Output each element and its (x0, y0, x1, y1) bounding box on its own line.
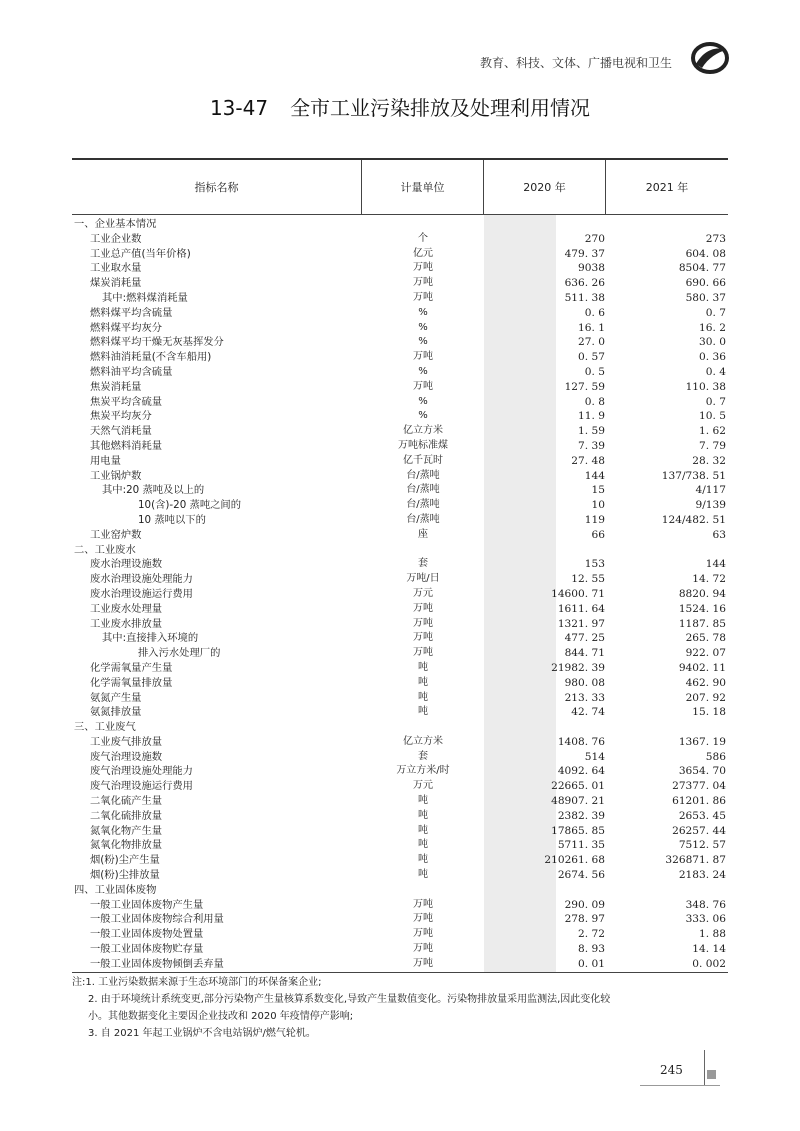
section-header: 教育、科技、文体、广播电视和卫生 (479, 56, 672, 70)
row-value-2021: 14. 72 (692, 573, 726, 586)
row-value-2020: 5711. 35 (557, 839, 605, 852)
row-value-2020: 22665. 01 (551, 780, 605, 793)
row-name: 烟(粉)尘产生量 (90, 854, 160, 867)
row-value-2021: 2653. 45 (678, 809, 726, 822)
row-value-2021: 144 (705, 558, 726, 571)
row-unit: 吨 (418, 795, 428, 807)
table-row (72, 705, 728, 720)
row-name: 一般工业固体废物处置量 (90, 928, 204, 941)
row-unit: 万立方米/时 (396, 765, 450, 777)
row-value-2021: 27377. 04 (672, 780, 726, 793)
row-unit: 吨 (418, 824, 428, 836)
row-value-2021: 0. 002 (692, 957, 726, 970)
row-value-2020: 278. 97 (564, 913, 605, 926)
row-name: 工业废水排放量 (90, 617, 163, 630)
table-header (72, 160, 728, 215)
row-value-2021: 61201. 86 (672, 795, 726, 808)
table-row (72, 838, 728, 853)
row-value-2021: 63 (712, 528, 726, 541)
row-value-2021: 586 (705, 750, 726, 763)
row-name: 工业废气排放量 (90, 735, 163, 748)
row-unit: % (418, 410, 428, 422)
table-row (72, 853, 728, 868)
row-name: 一般工业固体废物贮存量 (90, 943, 204, 956)
row-value-2021: 10. 5 (699, 410, 726, 423)
row-value-2020: 11. 9 (578, 410, 605, 423)
header-unit: 计量单位 (362, 160, 484, 214)
table-row (72, 424, 728, 439)
row-unit: 万吨 (413, 277, 433, 289)
row-name: 工业窑炉数 (90, 528, 142, 541)
row-value-2021: 1. 88 (699, 928, 726, 941)
note-2-cont: 小。其他数据变化主要因企业技改和 2020 年疫情停产影响; (88, 1011, 354, 1022)
row-name: 四、工业固体废物 (74, 883, 157, 896)
table-row (72, 469, 728, 484)
row-name: 一、企业基本情况 (74, 218, 157, 230)
row-value-2020: 16. 1 (578, 321, 605, 334)
table-row (72, 631, 728, 646)
table-row (72, 735, 728, 750)
row-name: 10 蒸吨以下的 (138, 513, 206, 526)
row-name: 一般工业固体废物产生量 (90, 898, 204, 911)
row-unit: 万吨 (413, 913, 433, 925)
row-unit: % (418, 336, 428, 348)
table-row (72, 395, 728, 410)
row-value-2021: 30. 0 (699, 336, 726, 349)
table-row (72, 779, 728, 794)
row-unit: 吨 (418, 676, 428, 688)
row-unit: 万元 (413, 780, 433, 792)
table-row (72, 868, 728, 883)
page-title (0, 92, 800, 121)
row-unit: 座 (418, 528, 428, 540)
table-body (72, 215, 728, 972)
row-value-2020: 8. 93 (578, 943, 605, 956)
row-value-2021: 28. 32 (692, 454, 726, 467)
row-value-2021: 3654. 70 (678, 765, 726, 778)
row-value-2020: 21982. 39 (551, 661, 605, 674)
row-value-2020: 4092. 64 (557, 765, 605, 778)
row-value-2020: 27. 48 (571, 454, 605, 467)
table-row (72, 557, 728, 572)
row-value-2020: 980. 08 (564, 676, 605, 689)
row-value-2020: 213. 33 (564, 691, 605, 704)
row-unit: 万吨 (413, 291, 433, 303)
header-year-2021: 2021 年 (645, 181, 689, 194)
row-value-2020: 1321. 97 (557, 617, 605, 630)
row-unit: 万吨 (413, 632, 433, 644)
row-value-2021: 0. 7 (705, 306, 726, 319)
table-row (72, 513, 728, 528)
table-row (72, 883, 728, 898)
row-value-2021: 0. 4 (705, 365, 726, 378)
row-value-2020: 2. 72 (578, 928, 605, 941)
table-row (72, 276, 728, 291)
row-value-2021: 14. 14 (692, 943, 726, 956)
row-value-2020: 511. 38 (564, 291, 605, 304)
row-name: 工业废水处理量 (90, 602, 163, 615)
table-row (72, 306, 728, 321)
table-row (72, 898, 728, 913)
row-value-2021: 124/482. 51 (661, 513, 726, 526)
row-value-2020: 27. 0 (578, 336, 605, 349)
row-name: 一般工业固体废物综合利用量 (90, 913, 224, 926)
row-unit: 台/蒸吨 (406, 484, 440, 496)
table-title: 全市工业污染排放及处理利用情况 (290, 96, 591, 120)
row-name: 排入污水处理厂的 (138, 647, 221, 660)
row-name: 氮氧化物产生量 (90, 824, 163, 837)
row-value-2021: 15. 18 (692, 706, 726, 719)
row-unit: % (418, 365, 428, 377)
row-value-2020: 9038 (578, 262, 605, 275)
row-unit: 万元 (413, 587, 433, 599)
row-unit: 台/蒸吨 (406, 513, 440, 525)
row-unit: 万吨 (413, 262, 433, 274)
row-unit: 吨 (418, 839, 428, 851)
row-unit: 套 (418, 750, 428, 762)
row-value-2021: 273 (705, 232, 726, 245)
row-value-2020: 144 (584, 469, 605, 482)
row-name: 燃料煤平均灰分 (90, 321, 163, 334)
row-name: 焦炭消耗量 (90, 380, 142, 393)
row-value-2020: 1611. 64 (557, 602, 605, 615)
row-name: 化学需氧量产生量 (90, 661, 173, 674)
row-name: 其中:直接排入环境的 (102, 632, 199, 645)
row-name: 废气治理设施运行费用 (90, 780, 193, 793)
table-row (72, 676, 728, 691)
row-value-2021: 7512. 57 (678, 839, 726, 852)
row-unit: % (418, 321, 428, 333)
row-name: 废气治理设施数 (90, 750, 163, 763)
row-unit: 亿立方米 (403, 735, 443, 747)
footnotes (72, 974, 732, 1042)
note-3: 3. 自 2021 年起工业锅炉不含电站锅炉/燃气轮机。 (88, 1028, 316, 1039)
row-value-2021: 348. 76 (685, 898, 726, 911)
row-value-2020: 0. 57 (578, 351, 605, 364)
note-1: 注:1. 工业污染数据来源于生态环境部门的环保备案企业; (72, 977, 322, 988)
table-row (72, 824, 728, 839)
row-name: 氮氧化物排放量 (90, 839, 163, 852)
table-row (72, 927, 728, 942)
row-value-2020: 14600. 71 (551, 587, 605, 600)
row-value-2020: 10 (591, 499, 605, 512)
row-unit: 亿立方米 (403, 425, 443, 437)
row-value-2021: 1524. 16 (678, 602, 726, 615)
row-unit: 万吨 (413, 928, 433, 940)
row-unit: 吨 (418, 869, 428, 881)
row-name: 燃料煤平均干燥无灰基挥发分 (90, 336, 224, 349)
row-value-2020: 290. 09 (564, 898, 605, 911)
row-unit: 吨 (418, 691, 428, 703)
table-row (72, 617, 728, 632)
row-value-2021: 26257. 44 (672, 824, 726, 837)
row-name: 燃料油平均含硫量 (90, 365, 173, 378)
footer-rule (640, 1085, 720, 1086)
row-name: 一般工业固体废物倾倒丢弃量 (90, 957, 224, 970)
table-row (72, 543, 728, 558)
table-row (72, 602, 728, 617)
row-unit: 万吨 (413, 602, 433, 614)
row-name: 10(含)-20 蒸吨之间的 (138, 499, 242, 512)
row-value-2020: 0. 6 (584, 306, 605, 319)
data-table (72, 158, 728, 973)
row-value-2020: 2674. 56 (557, 869, 605, 882)
row-value-2020: 514 (584, 750, 605, 763)
row-name: 工业锅炉数 (90, 469, 142, 482)
row-value-2020: 48907. 21 (551, 795, 605, 808)
row-unit: 万吨 (413, 943, 433, 955)
row-name: 二氧化硫排放量 (90, 809, 163, 822)
row-name: 煤炭消耗量 (90, 277, 142, 290)
row-name: 废水治理设施处理能力 (90, 573, 193, 586)
row-name: 燃料煤平均含硫量 (90, 306, 173, 319)
row-unit: 万吨 (413, 351, 433, 363)
table-row (72, 217, 728, 232)
row-value-2021: 137/738. 51 (661, 469, 726, 482)
row-name: 三、工业废气 (74, 721, 136, 734)
row-value-2021: 110. 38 (685, 380, 726, 393)
row-unit: 吨 (418, 661, 428, 673)
row-value-2021: 1367. 19 (678, 735, 726, 748)
row-value-2020: 636. 26 (564, 277, 605, 290)
row-value-2021: 8504. 77 (678, 262, 726, 275)
row-value-2021: 8820. 94 (678, 587, 726, 600)
row-name: 化学需氧量排放量 (90, 676, 173, 689)
table-row (72, 794, 728, 809)
header-year-2020: 2020 年 (484, 160, 606, 214)
row-value-2021: 0. 36 (699, 351, 726, 364)
row-value-2020: 210261. 68 (544, 854, 605, 867)
row-value-2021: 9402. 11 (678, 661, 726, 674)
note-2: 2. 由于环境统计系统变更,部分污染物产生量核算系数变化,导致产生量数值变化。污染物排放量采用监测法,因此变化较 (88, 994, 611, 1005)
row-value-2021: 326871. 87 (665, 854, 726, 867)
row-name: 其他燃料消耗量 (90, 439, 163, 452)
row-unit: 吨 (418, 706, 428, 718)
table-row (72, 232, 728, 247)
row-value-2021: 207. 92 (685, 691, 726, 704)
row-value-2020: 1408. 76 (557, 735, 605, 748)
table-row (72, 409, 728, 424)
table-row (72, 572, 728, 587)
row-unit: 台/蒸吨 (406, 469, 440, 481)
row-value-2021: 333. 06 (685, 913, 726, 926)
row-unit: 万吨 (413, 380, 433, 392)
row-value-2020: 153 (584, 558, 605, 571)
row-value-2020: 119 (584, 513, 605, 526)
row-name: 二、工业废水 (74, 543, 136, 556)
table-row (72, 247, 728, 262)
row-unit: % (418, 306, 428, 318)
row-value-2020: 844. 71 (564, 647, 605, 660)
table-row (72, 454, 728, 469)
row-unit: % (418, 395, 428, 407)
row-value-2021: 1187. 85 (678, 617, 726, 630)
row-value-2021: 0. 7 (705, 395, 726, 408)
row-value-2021: 9/139 (695, 499, 726, 512)
row-value-2021: 265. 78 (685, 632, 726, 645)
header-indicator-name: 指标名称 (72, 160, 362, 214)
table-row (72, 365, 728, 380)
row-name: 燃料油消耗量(不含车船用) (90, 351, 212, 364)
row-value-2021: 2183. 24 (678, 869, 726, 882)
row-value-2020: 270 (584, 232, 605, 245)
row-name: 用电量 (90, 454, 121, 467)
row-value-2021: 462. 90 (685, 676, 726, 689)
table-row (72, 661, 728, 676)
row-value-2021: 4/117 (695, 484, 726, 497)
row-unit: 吨 (418, 809, 428, 821)
row-unit: 吨 (418, 854, 428, 866)
table-row (72, 912, 728, 927)
circular-swoosh-logo-icon (690, 40, 730, 76)
table-row (72, 483, 728, 498)
row-value-2020: 1. 59 (578, 425, 605, 438)
row-value-2020: 15 (591, 484, 605, 497)
row-value-2021: 16. 2 (699, 321, 726, 334)
row-unit: 万吨 (413, 617, 433, 629)
row-value-2021: 580. 37 (685, 291, 726, 304)
table-row (72, 646, 728, 661)
row-value-2021: 604. 08 (685, 247, 726, 260)
table-row (72, 764, 728, 779)
row-unit: 万吨 (413, 957, 433, 969)
footer-square-icon (707, 1070, 716, 1079)
table-row (72, 957, 728, 972)
row-value-2021: 922. 07 (685, 647, 726, 660)
row-value-2021: 1. 62 (699, 425, 726, 438)
row-name: 废气治理设施处理能力 (90, 765, 193, 778)
row-name: 其中:燃料煤消耗量 (102, 291, 188, 304)
row-value-2020: 2382. 39 (557, 809, 605, 822)
row-value-2021: 7. 79 (699, 439, 726, 452)
row-name: 工业企业数 (90, 232, 142, 245)
table-row (72, 528, 728, 543)
row-unit: 台/蒸吨 (406, 499, 440, 511)
row-value-2020: 12. 55 (571, 573, 605, 586)
row-value-2020: 0. 8 (584, 395, 605, 408)
page-number: 245 (660, 1063, 683, 1077)
row-unit: 万吨 (413, 898, 433, 910)
table-row (72, 587, 728, 602)
row-name: 工业取水量 (90, 262, 142, 275)
table-row (72, 350, 728, 365)
row-name: 天然气消耗量 (90, 425, 152, 438)
row-name: 其中:20 蒸吨及以上的 (102, 484, 205, 497)
row-unit: 个 (418, 232, 428, 244)
table-row (72, 291, 728, 306)
row-name: 工业总产值(当年价格) (90, 247, 191, 260)
table-row (72, 498, 728, 513)
row-value-2020: 0. 5 (584, 365, 605, 378)
table-row (72, 321, 728, 336)
table-row (72, 261, 728, 276)
row-value-2020: 42. 74 (571, 706, 605, 719)
row-unit: 亿元 (413, 247, 433, 259)
row-name: 焦炭平均灰分 (90, 410, 152, 423)
footer-divider (704, 1050, 705, 1086)
row-unit: 万吨标准煤 (398, 439, 448, 451)
table-row (72, 809, 728, 824)
table-number: 13-47 (209, 96, 269, 120)
row-value-2021: 690. 66 (685, 277, 726, 290)
table-row (72, 439, 728, 454)
row-name: 焦炭平均含硫量 (90, 395, 163, 408)
row-unit: 亿千瓦时 (403, 454, 443, 466)
row-value-2020: 7. 39 (578, 439, 605, 452)
row-value-2020: 127. 59 (564, 380, 605, 393)
row-value-2020: 17865. 85 (551, 824, 605, 837)
row-name: 氨氮排放量 (90, 706, 142, 719)
row-unit: 万吨/日 (406, 573, 440, 585)
table-row (72, 380, 728, 395)
table-row (72, 942, 728, 957)
row-name: 二氧化硫产生量 (90, 795, 163, 808)
row-value-2020: 479. 37 (564, 247, 605, 260)
row-name: 烟(粉)尘排放量 (90, 869, 160, 882)
table-row (72, 750, 728, 765)
table-row (72, 720, 728, 735)
row-name: 废水治理设施数 (90, 558, 163, 571)
table-row (72, 691, 728, 706)
row-name: 氨氮产生量 (90, 691, 142, 704)
row-unit: 万吨 (413, 647, 433, 659)
row-value-2020: 0. 01 (578, 957, 605, 970)
row-value-2020: 66 (591, 528, 605, 541)
row-unit: 套 (418, 558, 428, 570)
row-name: 废水治理设施运行费用 (90, 587, 193, 600)
row-value-2020: 477. 25 (564, 632, 605, 645)
table-row (72, 335, 728, 350)
